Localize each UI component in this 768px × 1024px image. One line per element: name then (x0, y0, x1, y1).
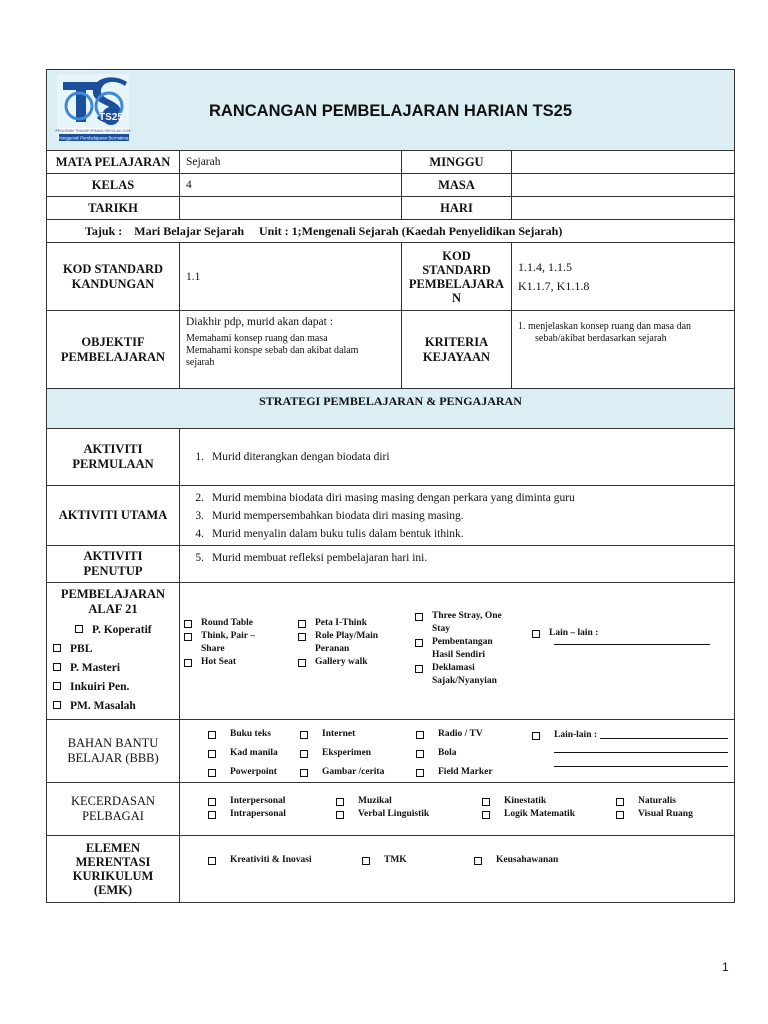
kecerdasan-label (47, 783, 180, 836)
option-label: Round Table (201, 618, 254, 628)
penutup-label-line-1: AKTIVITI (83, 549, 143, 563)
option-muzikal[interactable] (336, 795, 429, 808)
option-logik-matematik[interactable] (482, 808, 575, 821)
aktiviti-utama-label: AKTIVITI UTAMA (47, 486, 180, 546)
option-label: Interpersonal (230, 796, 286, 806)
option-label: Intrapersonal (230, 809, 286, 819)
checkbox[interactable] (208, 769, 216, 777)
option-intrapersonal[interactable] (208, 808, 286, 821)
option-eksperimen[interactable] (300, 744, 384, 763)
option-label: Buku teks (230, 729, 271, 739)
checkbox[interactable] (336, 811, 344, 819)
kod-pembelajaran-label-line-3: PEMBELAJARA (408, 276, 505, 291)
kecerdasan-label-line-2: PELBAGAI (82, 809, 144, 823)
list-item-number: 4. (195, 527, 204, 540)
list-item (182, 549, 734, 567)
kod-standard-pembelajaran-label (402, 243, 512, 311)
option-label: TMK (384, 855, 407, 865)
checkbox[interactable] (298, 620, 306, 628)
lain-lain-label: Lain – lain : (549, 628, 599, 638)
kelas-label: KELAS (47, 174, 180, 197)
checkbox[interactable] (53, 682, 61, 690)
option-label: Kad manila (230, 748, 278, 758)
checkbox[interactable] (616, 811, 624, 819)
kecerdasan-label-line-1: KECERDASAN (70, 794, 156, 808)
logo-caption-1: PROGRAM TRANSFORMASI SEKOLAH 2025 (55, 129, 131, 133)
logo-text: TS25 (99, 112, 123, 123)
mata-pelajaran-value[interactable]: Sejarah (180, 151, 402, 174)
kriteria-label-line-2: KEJAYAAN (422, 349, 491, 364)
alaf21-options (180, 583, 735, 720)
tarikh-value[interactable] (180, 197, 402, 220)
list-item-number: 5. (195, 552, 204, 564)
option-inkuiri-pen[interactable] (47, 678, 179, 697)
option-label: P. Koperatif (92, 624, 152, 636)
lain-lain-line[interactable] (554, 644, 710, 645)
option-label: Powerpoint (230, 767, 277, 777)
list-item (182, 489, 734, 507)
checkbox[interactable] (362, 857, 370, 865)
checkbox[interactable] (208, 798, 216, 806)
lain-lain-line-1[interactable] (600, 729, 728, 739)
option-label: P. Masteri (70, 662, 121, 674)
option-label: Bola (438, 748, 457, 758)
list-item-number: 2. (195, 491, 204, 504)
kecerdasan-options (180, 783, 735, 836)
checkbox[interactable] (208, 811, 216, 819)
option-label: PBL (70, 643, 93, 655)
alaf21-lain-lain[interactable] (532, 627, 712, 645)
kod-pembelajaran-value-line-2: K1.1.7, K1.1.8 (518, 278, 590, 293)
objektif-line-1: Memahami konsep ruang dan masa (186, 333, 328, 344)
option-peta-i-think[interactable] (298, 617, 408, 630)
kriteria-line-2: sebab/akibat berdasarkan sejarah (535, 333, 667, 344)
bbb-label-line-2: BELAJAR (BBB) (67, 751, 159, 765)
option-label: Kreativiti & Inovasi (230, 855, 312, 865)
option-keusahawanan[interactable] (474, 854, 558, 867)
option-label: Eksperimen (322, 748, 372, 758)
hari-value[interactable] (512, 197, 735, 220)
list-item-text: Murid menyalin dalam buku tulis dalam bentuk ithink. (212, 527, 464, 540)
page-title: RANCANGAN PEMBELAJARAN HARIAN TS25 (209, 102, 573, 120)
emk-label-line-2: MERENTASI (75, 855, 151, 869)
option-three-stray[interactable] (415, 610, 525, 636)
checkbox[interactable] (415, 639, 423, 647)
bbb-label (47, 720, 180, 783)
minggu-value[interactable] (512, 151, 735, 174)
option-label: Visual Ruang (638, 809, 693, 819)
list-item (182, 507, 734, 525)
checkbox[interactable] (184, 633, 192, 641)
checkbox[interactable] (53, 701, 61, 709)
objektif-line-3: sejarah (186, 357, 215, 368)
checkbox[interactable] (208, 750, 216, 758)
objektif-intro: Diakhir pdp, murid akan dapat : (186, 316, 333, 328)
list-item-text: Murid mempersembahkan biodata diri masing masing. (212, 509, 464, 522)
alaf21-label-cell (47, 583, 180, 720)
option-label: Role Play/Main (315, 631, 379, 641)
aktiviti-penutup-list[interactable] (180, 546, 735, 583)
checkbox[interactable] (75, 625, 83, 633)
option-visual-ruang[interactable] (616, 808, 693, 821)
checkbox[interactable] (300, 750, 308, 758)
option-label: Internet (322, 729, 356, 739)
option-deklamasi[interactable] (415, 662, 525, 688)
option-label: Radio / TV (438, 729, 483, 739)
kod-pembelajaran-label-line-4: N (451, 290, 462, 305)
mata-pelajaran-label: MATA PELAJARAN (47, 151, 180, 174)
kriteria-kejayaan-label (402, 311, 512, 389)
option-tmk[interactable] (362, 854, 407, 867)
checkbox[interactable] (474, 857, 482, 865)
page-number: 1 (722, 960, 729, 974)
option-pm-masalah[interactable] (47, 697, 179, 716)
option-label: Field Marker (438, 767, 493, 777)
permulaan-label-line-2: PERMULAAN (72, 457, 154, 471)
list-item-text: Murid diterangkan dengan biodata diri (212, 451, 390, 463)
bbb-options (180, 720, 735, 783)
aktiviti-permulaan-list[interactable] (180, 429, 735, 486)
checkbox[interactable] (53, 663, 61, 671)
strategi-title: STRATEGI PEMBELAJARAN & PENGAJARAN (259, 394, 522, 408)
bbb-label-line-1: BAHAN BANTU (67, 736, 159, 750)
option-label: Logik Matematik (504, 809, 575, 819)
list-item (182, 448, 734, 466)
kriteria-line-1: 1. menjelaskan konsep ruang dan masa dan (518, 321, 692, 332)
alaf21-label-line-2: ALAF 21 (88, 602, 138, 616)
emk-label (47, 836, 180, 903)
kod-kandungan-label-line-1: KOD STANDARD (62, 261, 164, 276)
option-think-pair-share[interactable] (184, 630, 294, 656)
masa-value[interactable] (512, 174, 735, 197)
minggu-label: MINGGU (402, 151, 512, 174)
option-powerpoint[interactable] (208, 763, 278, 782)
option-label: Pembentangan (432, 637, 493, 647)
option-p-koperatif[interactable] (47, 621, 179, 640)
kod-pembelajaran-value-line-1: 1.1.4, 1.1.5 (518, 259, 572, 274)
checkbox[interactable] (184, 620, 192, 628)
option-label: Keusahawanan (496, 855, 559, 865)
option-label-cont: Share (201, 644, 225, 654)
option-label: PM. Masalah (70, 700, 136, 712)
hari-label: HARI (402, 197, 512, 220)
bbb-column-1 (208, 725, 278, 782)
kod-pembelajaran-label-line-1: KOD (442, 248, 471, 263)
option-verbal-linguistik[interactable] (336, 808, 429, 821)
kriteria-kejayaan-value[interactable] (512, 311, 735, 389)
bbb-column-3 (416, 725, 493, 782)
option-label-cont: Hasil Sendiri (432, 650, 486, 660)
option-p-masteri[interactable] (47, 659, 179, 678)
bbb-lain-lain[interactable] (532, 729, 728, 767)
kod-pembelajaran-label-line-2: STANDARD (422, 262, 491, 277)
emk-options (180, 836, 735, 903)
option-kreativiti-inovasi[interactable] (208, 854, 312, 867)
tajuk-row: Tajuk : Mari Belajar Sejarah Unit : 1;Mengenali Sejarah (Kaedah Penyelidikan Sejarah) (47, 220, 735, 243)
option-pbl[interactable] (47, 640, 179, 659)
kod-standard-kandungan-value[interactable]: 1.1 (180, 243, 402, 311)
kecerdasan-column-1 (208, 795, 286, 821)
checkbox[interactable] (532, 630, 540, 638)
alaf21-label-line-1: PEMBELAJARAN (60, 587, 166, 601)
option-pembentangan[interactable] (415, 636, 525, 662)
option-label: Peta I-Think (315, 618, 367, 628)
option-kad-manila[interactable] (208, 744, 278, 763)
checkbox[interactable] (616, 798, 624, 806)
option-label: Think, Pair – (201, 631, 255, 641)
option-bola[interactable] (416, 744, 493, 763)
checkbox[interactable] (184, 659, 192, 667)
alaf21-column-3 (415, 610, 525, 688)
lain-lain-line-3[interactable] (554, 766, 728, 767)
kecerdasan-column-2 (336, 795, 429, 821)
option-label: Hot Seat (201, 657, 237, 667)
emk-label-line-3: KURIKULUM (72, 869, 154, 883)
tarikh-label: TARIKH (47, 197, 180, 220)
bbb-column-2 (300, 725, 384, 782)
option-naturalis[interactable] (616, 795, 693, 808)
option-hot-seat[interactable] (184, 656, 294, 669)
lain-lain-line-2[interactable] (554, 752, 728, 753)
checkbox[interactable] (336, 798, 344, 806)
objektif-line-2: Memahami konspe sebab dan akibat dalam (186, 345, 359, 356)
checkbox[interactable] (416, 750, 424, 758)
kriteria-label-line-1: KRITERIA (424, 334, 489, 349)
logo-caption-2: Penggerak Pembelajaran Bermakna (57, 135, 129, 141)
objektif-label (47, 311, 180, 389)
ts25-logo (55, 72, 131, 148)
checkbox[interactable] (53, 644, 61, 652)
aktiviti-penutup-label (47, 546, 180, 583)
checkbox[interactable] (300, 769, 308, 777)
checkbox[interactable] (416, 731, 424, 739)
option-label: Naturalis (638, 796, 676, 806)
checkbox[interactable] (300, 731, 308, 739)
penutup-label-line-2: PENUTUP (83, 564, 143, 578)
list-item-number: 3. (195, 509, 204, 522)
checkbox[interactable] (415, 665, 423, 673)
list-item-text: Murid membuat refleksi pembelajaran hari ini. (212, 552, 428, 564)
lesson-plan-table (46, 69, 735, 903)
option-gallery-walk[interactable] (298, 656, 408, 669)
objektif-label-line-1: OBJEKTIF (81, 334, 145, 349)
emk-label-line-4: (EMK) (93, 883, 133, 897)
checkbox[interactable] (415, 613, 423, 621)
list-item-number: 1. (195, 451, 204, 463)
checkbox[interactable] (482, 798, 490, 806)
checkbox[interactable] (482, 811, 490, 819)
option-field-marker[interactable] (416, 763, 493, 782)
header-row (47, 70, 735, 151)
option-label: Gallery walk (315, 657, 368, 667)
list-item (182, 525, 734, 543)
kecerdasan-column-4 (616, 795, 693, 821)
kecerdasan-column-3 (482, 795, 575, 821)
checkbox[interactable] (298, 659, 306, 667)
kod-standard-pembelajaran-value[interactable] (512, 243, 735, 311)
option-interpersonal[interactable] (208, 795, 286, 808)
aktiviti-utama-list[interactable] (180, 486, 735, 546)
alaf21-column-2 (298, 617, 408, 669)
lain-lain-label: Lain-lain : (554, 730, 598, 740)
option-internet[interactable] (300, 725, 384, 744)
option-label: Three Stray, One (432, 611, 502, 621)
option-label: Gambar /cerita (322, 767, 385, 777)
option-label: Muzikal (358, 796, 392, 806)
option-round-table[interactable] (184, 617, 294, 630)
checkbox[interactable] (208, 731, 216, 739)
checkbox[interactable] (298, 633, 306, 641)
option-radio-tv[interactable] (416, 725, 493, 744)
checkbox[interactable] (208, 857, 216, 865)
alaf21-column-1 (184, 617, 294, 669)
kelas-value[interactable]: 4 (180, 174, 402, 197)
kod-standard-kandungan-label (47, 243, 180, 311)
option-label: Kinestatik (504, 796, 547, 806)
option-label-cont: Stay (432, 624, 450, 634)
list-item-text: Murid membina biodata diri masing masing dengan perkara yang diminta guru (212, 491, 575, 504)
option-label: Deklamasi (432, 663, 475, 673)
permulaan-label-line-1: AKTIVITI (83, 442, 143, 456)
option-buku-teks[interactable] (208, 725, 278, 744)
checkbox[interactable] (532, 732, 540, 740)
strategi-header (47, 389, 735, 429)
option-kinestatik[interactable] (482, 795, 575, 808)
masa-label: MASA (402, 174, 512, 197)
lesson-plan-form (46, 69, 734, 903)
option-label-cont: Peranan (315, 644, 350, 654)
emk-label-line-1: ELEMEN (85, 841, 141, 855)
option-label: Verbal Linguistik (358, 809, 430, 819)
option-label: Inkuiri Pen. (70, 681, 130, 693)
objektif-label-line-2: PEMBELAJARAN (60, 349, 166, 364)
option-role-play[interactable] (298, 630, 408, 656)
objektif-value[interactable] (180, 311, 402, 389)
checkbox[interactable] (416, 769, 424, 777)
kod-kandungan-label-line-2: KANDUNGAN (71, 276, 155, 291)
option-gambar-cerita[interactable] (300, 763, 384, 782)
aktiviti-permulaan-label (47, 429, 180, 486)
option-label-cont: Sajak/Nyanyian (432, 676, 497, 686)
